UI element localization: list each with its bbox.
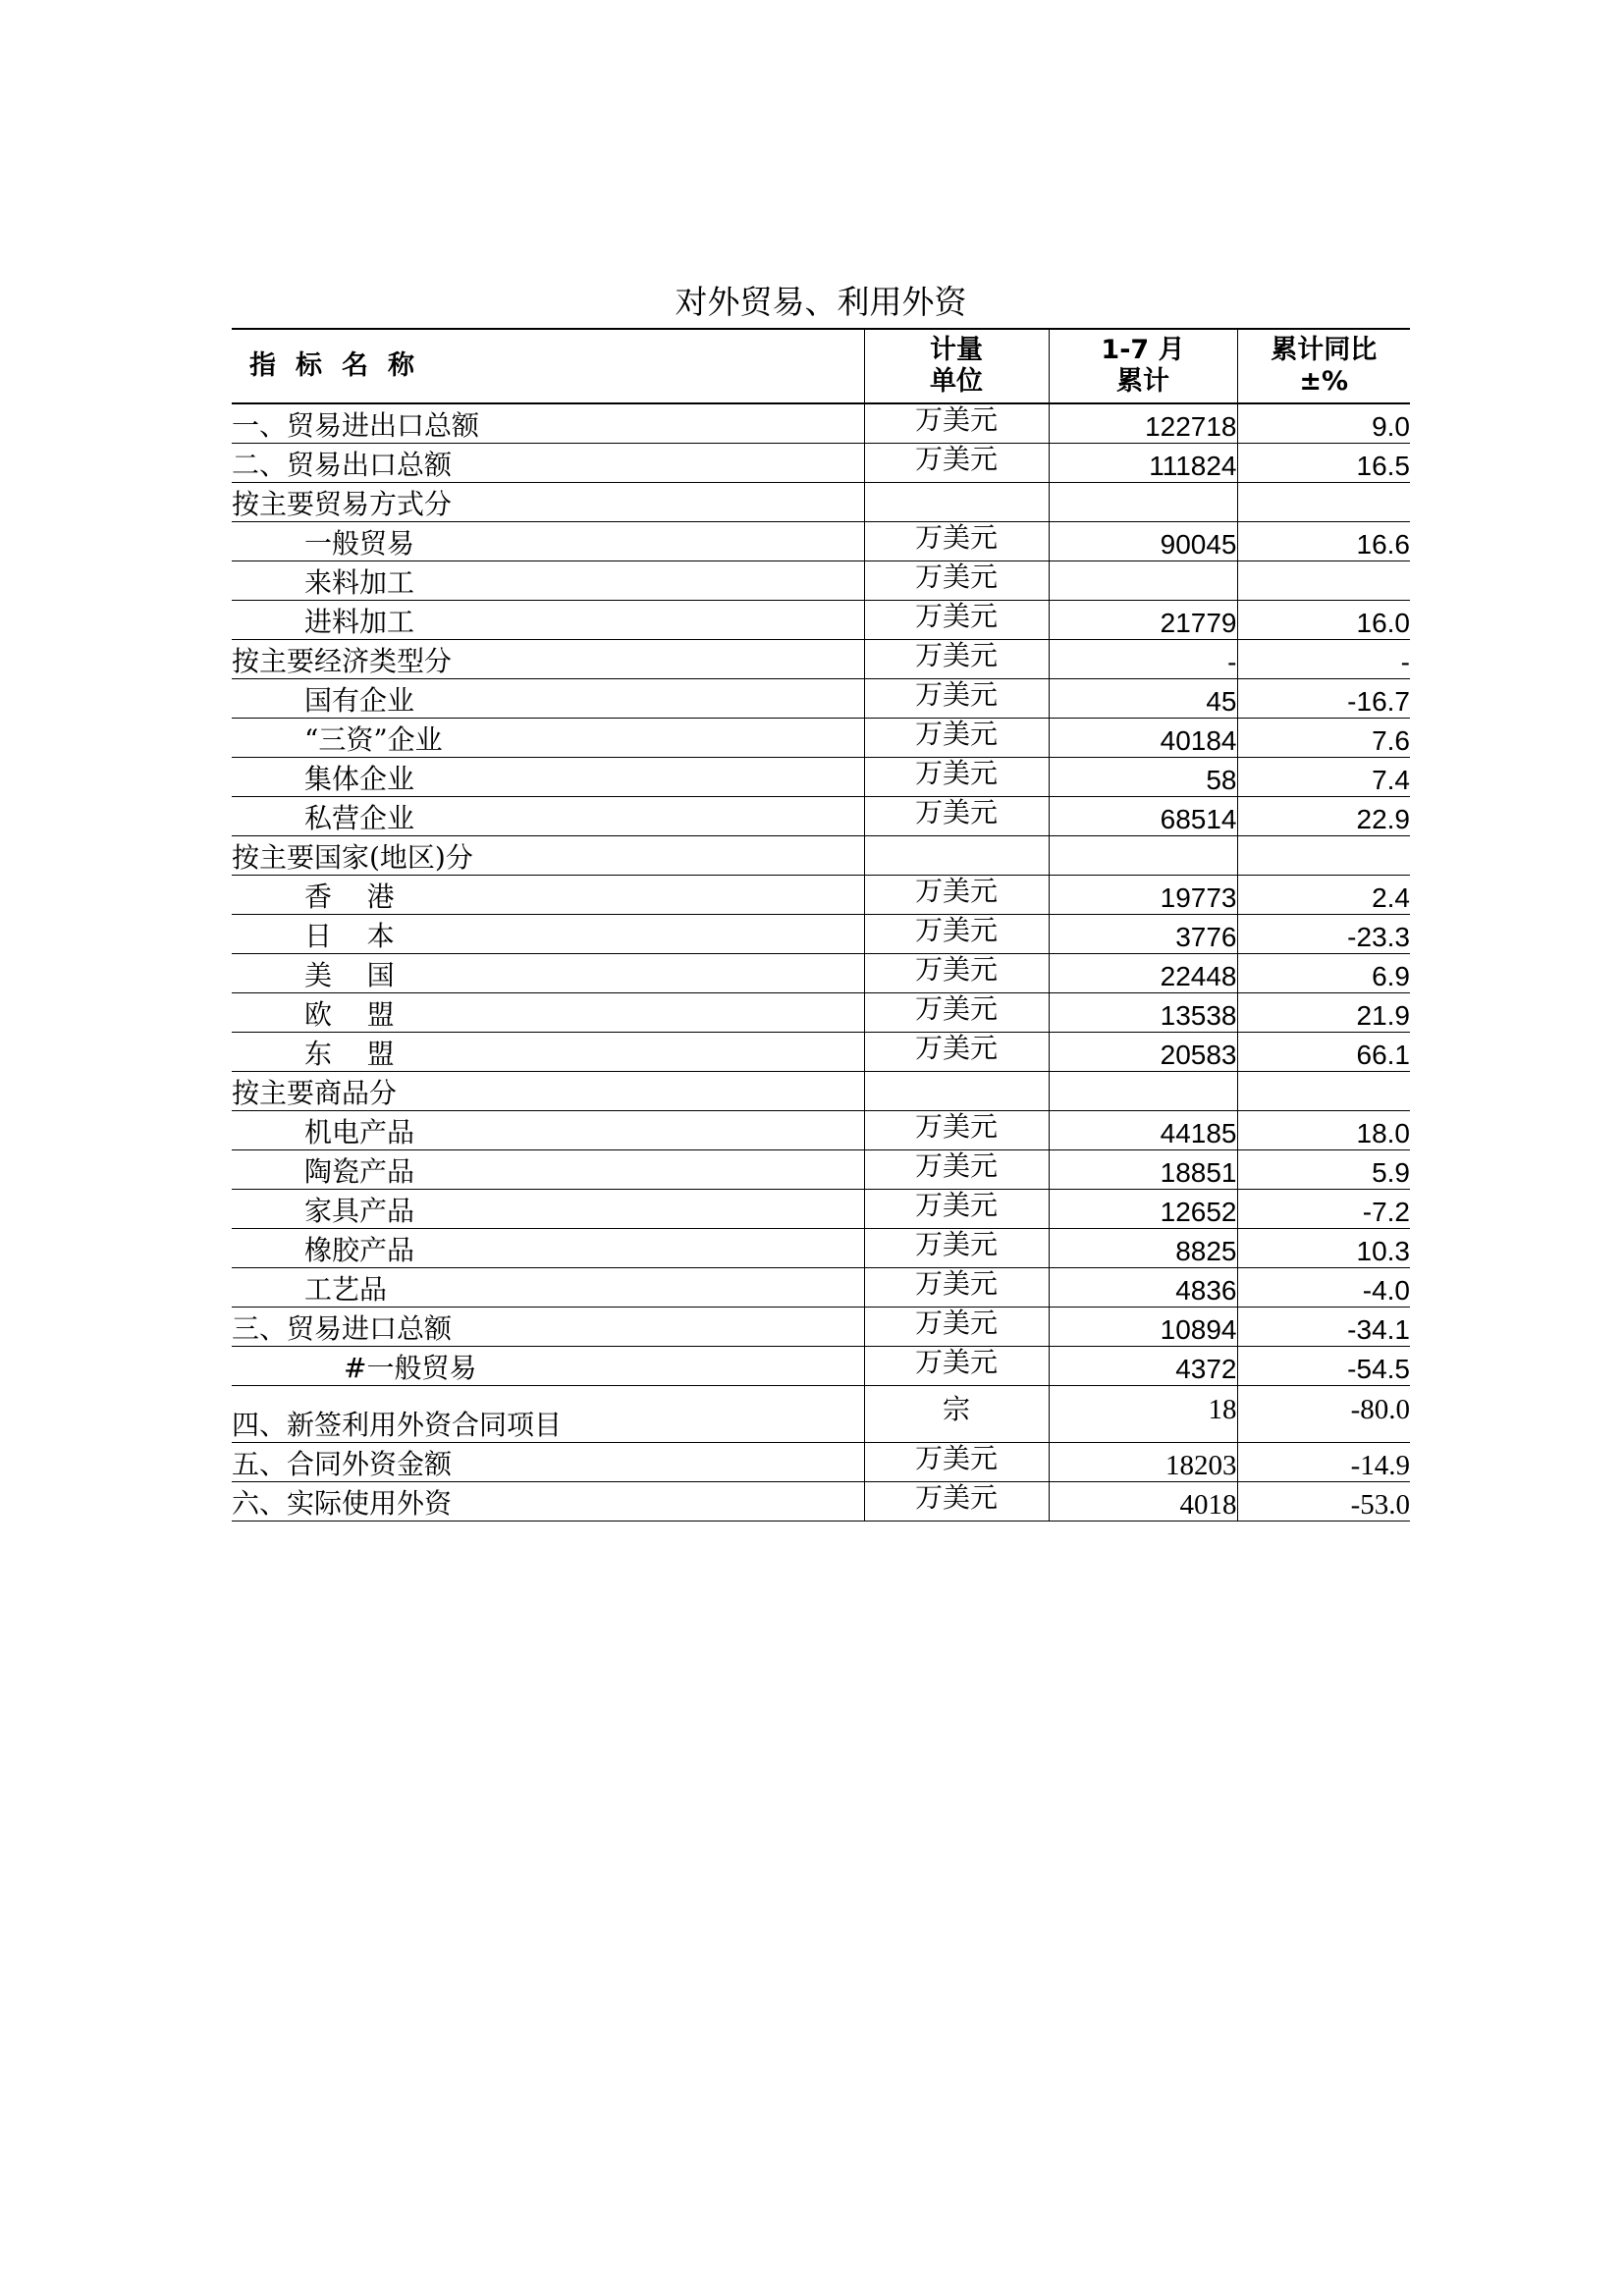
yoy-change: 7.6 — [1237, 718, 1410, 757]
unit-cell — [864, 482, 1049, 521]
cumulative-value: 8825 — [1049, 1228, 1237, 1267]
cumulative-value: 90045 — [1049, 521, 1237, 561]
yoy-change — [1237, 482, 1410, 521]
cumulative-value: 19773 — [1049, 875, 1237, 914]
unit-cell: 万美元 — [864, 403, 1049, 443]
unit-cell: 万美元 — [864, 914, 1049, 953]
cumulative-value: 45 — [1049, 678, 1237, 718]
cumulative-value — [1049, 1071, 1237, 1110]
indicator-name: 日 本 — [304, 919, 395, 952]
unit-cell: 万美元 — [864, 1228, 1049, 1267]
cumulative-value — [1049, 835, 1237, 875]
indicator-name: 橡胶产品 — [304, 1233, 415, 1266]
yoy-change: 6.9 — [1237, 953, 1410, 992]
table-row — [232, 1149, 1410, 1189]
header-indicator-name: 指标名称 — [249, 350, 434, 381]
table-header-row — [232, 329, 1410, 403]
table-row — [232, 1307, 1410, 1346]
page-title: 对外贸易、利用外资 — [675, 283, 967, 321]
unit-cell — [864, 835, 1049, 875]
indicator-name: 按主要贸易方式分 — [232, 487, 453, 520]
yoy-change — [1237, 1071, 1410, 1110]
yoy-change: 9.0 — [1237, 403, 1410, 443]
yoy-change: 16.5 — [1237, 443, 1410, 482]
cumulative-value: 10894 — [1049, 1307, 1237, 1346]
indicator-name: #一般贸易 — [344, 1351, 477, 1384]
table-row — [232, 1032, 1410, 1071]
indicator-name: 二、贸易出口总额 — [232, 448, 453, 481]
yoy-change — [1237, 561, 1410, 600]
unit-cell — [864, 1071, 1049, 1110]
table-row — [232, 1189, 1410, 1228]
indicator-name: 来料加工 — [304, 565, 415, 599]
table-row — [232, 953, 1410, 992]
table-row — [232, 1385, 1410, 1442]
unit-cell: 万美元 — [864, 1032, 1049, 1071]
unit-cell: 万美元 — [864, 1307, 1049, 1346]
indicator-name: 按主要商品分 — [232, 1076, 398, 1109]
yoy-change: -23.3 — [1237, 914, 1410, 953]
cumulative-value: 111824 — [1049, 443, 1237, 482]
cumulative-value: 58 — [1049, 757, 1237, 796]
table-row — [232, 1071, 1410, 1110]
table-row — [232, 443, 1410, 482]
cumulative-value: 18203 — [1049, 1442, 1237, 1481]
unit-cell: 万美元 — [864, 678, 1049, 718]
table-row — [232, 875, 1410, 914]
yoy-change: -80.0 — [1237, 1385, 1410, 1442]
cumulative-value: 13538 — [1049, 992, 1237, 1032]
table-row — [232, 992, 1410, 1032]
cumulative-value: 18851 — [1049, 1149, 1237, 1189]
statistics-table — [232, 328, 1410, 1522]
yoy-change: 18.0 — [1237, 1110, 1410, 1149]
cumulative-value: 18 — [1049, 1385, 1237, 1442]
yoy-change: -14.9 — [1237, 1442, 1410, 1481]
table-row — [232, 796, 1410, 835]
indicator-name: 六、实际使用外资 — [232, 1486, 453, 1520]
table-row — [232, 1442, 1410, 1481]
cumulative-value: 122718 — [1049, 403, 1237, 443]
unit-cell: 万美元 — [864, 443, 1049, 482]
table-row — [232, 1346, 1410, 1385]
indicator-name: 工艺品 — [304, 1272, 388, 1306]
indicator-name: “三资”企业 — [304, 722, 443, 756]
yoy-change: 22.9 — [1237, 796, 1410, 835]
cumulative-value: 4018 — [1049, 1481, 1237, 1521]
indicator-name: 东 盟 — [304, 1037, 395, 1070]
indicator-name: 欧 盟 — [304, 997, 395, 1031]
unit-cell: 万美元 — [864, 992, 1049, 1032]
unit-cell: 万美元 — [864, 1189, 1049, 1228]
unit-cell: 万美元 — [864, 521, 1049, 561]
indicator-name: 进料加工 — [304, 605, 415, 638]
cumulative-value: 4836 — [1049, 1267, 1237, 1307]
unit-cell: 万美元 — [864, 1149, 1049, 1189]
cumulative-value — [1049, 482, 1237, 521]
table-row — [232, 1481, 1410, 1521]
unit-cell: 万美元 — [864, 796, 1049, 835]
unit-cell: 宗 — [864, 1385, 1049, 1442]
cumulative-value — [1049, 561, 1237, 600]
header-yoy: 累计同比 ±% — [1237, 329, 1410, 403]
indicator-name: 机电产品 — [304, 1115, 415, 1148]
yoy-change: 66.1 — [1237, 1032, 1410, 1071]
table-row — [232, 835, 1410, 875]
yoy-change: -34.1 — [1237, 1307, 1410, 1346]
table-row — [232, 639, 1410, 678]
unit-cell: 万美元 — [864, 953, 1049, 992]
unit-cell: 万美元 — [864, 718, 1049, 757]
cumulative-value: 40184 — [1049, 718, 1237, 757]
indicator-name: 五、合同外资金额 — [232, 1447, 453, 1480]
yoy-change: -16.7 — [1237, 678, 1410, 718]
indicator-name: 四、新签利用外资合同项目 — [232, 1408, 563, 1441]
indicator-name: 美 国 — [304, 958, 395, 991]
table-row — [232, 1267, 1410, 1307]
cumulative-value: 21779 — [1049, 600, 1237, 639]
unit-cell: 万美元 — [864, 561, 1049, 600]
cumulative-value: 3776 — [1049, 914, 1237, 953]
indicator-name: 私营企业 — [304, 801, 415, 834]
yoy-change: 2.4 — [1237, 875, 1410, 914]
indicator-name: 集体企业 — [304, 762, 415, 795]
table-row — [232, 521, 1410, 561]
yoy-change: 7.4 — [1237, 757, 1410, 796]
table-row — [232, 403, 1410, 443]
unit-cell: 万美元 — [864, 1346, 1049, 1385]
cumulative-value: 44185 — [1049, 1110, 1237, 1149]
indicator-name: 按主要经济类型分 — [232, 644, 453, 677]
table-row — [232, 1228, 1410, 1267]
table-row — [232, 718, 1410, 757]
indicator-name: 按主要国家(地区)分 — [232, 840, 473, 874]
indicator-name: 国有企业 — [304, 683, 415, 717]
table-row — [232, 1110, 1410, 1149]
table-row — [232, 482, 1410, 521]
table-row — [232, 678, 1410, 718]
table-row — [232, 914, 1410, 953]
yoy-change: 10.3 — [1237, 1228, 1410, 1267]
unit-cell: 万美元 — [864, 1110, 1049, 1149]
yoy-change — [1237, 835, 1410, 875]
yoy-change: -53.0 — [1237, 1481, 1410, 1521]
yoy-change: -4.0 — [1237, 1267, 1410, 1307]
table-row — [232, 561, 1410, 600]
unit-cell: 万美元 — [864, 1442, 1049, 1481]
table-row — [232, 600, 1410, 639]
indicator-name: 三、贸易进口总额 — [232, 1311, 453, 1345]
yoy-change: -54.5 — [1237, 1346, 1410, 1385]
unit-cell: 万美元 — [864, 757, 1049, 796]
cumulative-value: 20583 — [1049, 1032, 1237, 1071]
yoy-change: 5.9 — [1237, 1149, 1410, 1189]
cumulative-value: 22448 — [1049, 953, 1237, 992]
cumulative-value: 68514 — [1049, 796, 1237, 835]
indicator-name: 一般贸易 — [304, 526, 415, 560]
cumulative-value: 4372 — [1049, 1346, 1237, 1385]
unit-cell: 万美元 — [864, 600, 1049, 639]
yoy-change: -7.2 — [1237, 1189, 1410, 1228]
unit-cell: 万美元 — [864, 1481, 1049, 1521]
yoy-change: 16.6 — [1237, 521, 1410, 561]
unit-cell: 万美元 — [864, 639, 1049, 678]
header-cumulative: 1-7 月 累计 — [1049, 329, 1237, 403]
unit-cell: 万美元 — [864, 1267, 1049, 1307]
cumulative-value: - — [1049, 639, 1237, 678]
table-row — [232, 757, 1410, 796]
yoy-change: 21.9 — [1237, 992, 1410, 1032]
indicator-name: 家具产品 — [304, 1194, 415, 1227]
yoy-change: 16.0 — [1237, 600, 1410, 639]
cumulative-value: 12652 — [1049, 1189, 1237, 1228]
unit-cell: 万美元 — [864, 875, 1049, 914]
indicator-name: 一、贸易进出口总额 — [232, 408, 480, 442]
header-unit: 计量 单位 — [864, 329, 1049, 403]
indicator-name: 陶瓷产品 — [304, 1154, 415, 1188]
indicator-name: 香 港 — [304, 880, 395, 913]
yoy-change: - — [1237, 639, 1410, 678]
